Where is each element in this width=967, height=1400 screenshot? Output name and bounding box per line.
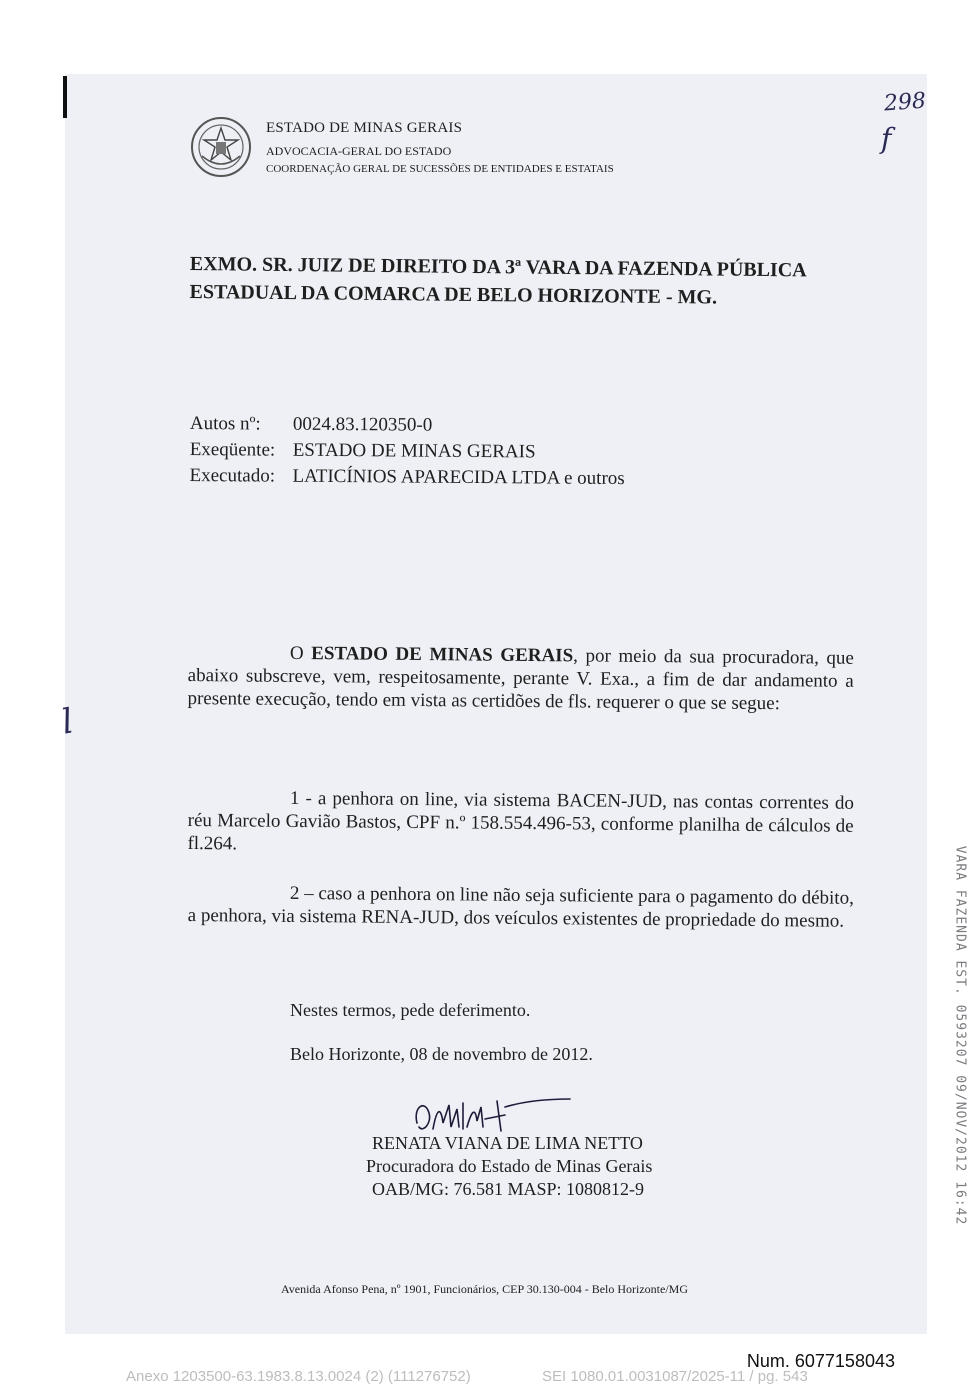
annex-reference: Anexo 1203500-63.1983.8.13.0024 (2) (111276752)	[126, 1368, 471, 1385]
autos-value: 0024.83.120350-0	[292, 413, 433, 436]
sei-reference: SEI 1080.01.0031087/2025-11 / pg. 543	[542, 1368, 808, 1385]
case-info	[189, 411, 625, 492]
request-2-text: 2 – caso a penhora on line não seja suficiente para o pagamento do débito, a penhora, via sistema RENA-JUD, dos veículos existentes de propriedade do mesmo.	[187, 882, 854, 932]
addressee-line-2: ESTADUAL DA COMARCA DE BELO HORIZONTE - MG.	[189, 280, 718, 309]
header-state: ESTADO DE MINAS GERAIS	[266, 120, 463, 136]
executado-label: Executado:	[189, 464, 276, 487]
exequente-label: Exeqüente:	[189, 438, 276, 461]
case-row-executado	[189, 463, 624, 492]
signatory-title: Procuradora do Estado de Minas Gerais	[366, 1156, 653, 1176]
footer-address: Avenida Afonso Pena, nº 1901, Funcionários, CEP 30.130-004 - Belo Horizonte/MG	[281, 1282, 689, 1296]
case-row-autos	[190, 411, 625, 440]
intro-lead: O	[289, 642, 312, 665]
executado-value: LATICÍNIOS APARECIDA LTDA e outros	[292, 465, 625, 490]
intro-text: , por meio da sua procuradora, que abaixo subscreve, vem, respeitosamente, perante V. Exa., a fim de dar andamento a presente execução, tendo em vista as certidões de fls. requerer o que se segue:	[187, 645, 854, 715]
paragraph-request-1	[187, 786, 854, 861]
case-row-exequente	[190, 437, 625, 466]
handwritten-folio-mark: f	[881, 122, 892, 155]
receipt-stamp: VARA FAZENDA EST. 0593207 09/NOV/2012 16:42	[952, 845, 967, 1226]
header-agency: ADVOCACIA-GERAL DO ESTADO	[266, 144, 452, 158]
scan-edge-mark	[63, 76, 67, 118]
addressee	[189, 250, 806, 312]
signatory-ids: OAB/MG: 76.581 MASP: 1080812-9	[372, 1179, 645, 1199]
addressee-line-1: EXMO. SR. JUIZ DE DIREITO DA 3ª VARA DA FAZENDA PÚBLICA	[189, 252, 807, 282]
paragraph-request-2	[188, 881, 854, 933]
autos-label: Autos nº:	[189, 412, 261, 435]
document-number: Num. 6077158043	[746, 1351, 895, 1371]
request-1-text: 1 - a penhora on line, via sistema BACEN-JUD, nas contas correntes do réu Marcelo Gavião Bastos, CPF n.º 158.554.496-53, conforme planilha de cálculos de fl.264.	[187, 787, 854, 855]
place-date: Belo Horizonte, 08 de novembro de 2012.	[290, 1044, 593, 1064]
handwritten-margin-mark: l	[58, 701, 77, 743]
intro-party: ESTADO DE MINAS GERAIS	[311, 643, 574, 667]
paragraph-intro	[187, 641, 854, 716]
coat-of-arms-icon	[190, 116, 252, 178]
signatory-name: RENATA VIANA DE LIMA NETTO	[372, 1133, 643, 1153]
handwritten-page-number: 298	[883, 88, 927, 117]
exequente-value: ESTADO DE MINAS GERAIS	[292, 439, 536, 463]
closing-line: Nestes termos, pede deferimento.	[290, 1000, 531, 1020]
header-department: COORDENAÇÃO GERAL DE SUCESSÕES DE ENTIDADES E ESTATAIS	[266, 163, 614, 175]
